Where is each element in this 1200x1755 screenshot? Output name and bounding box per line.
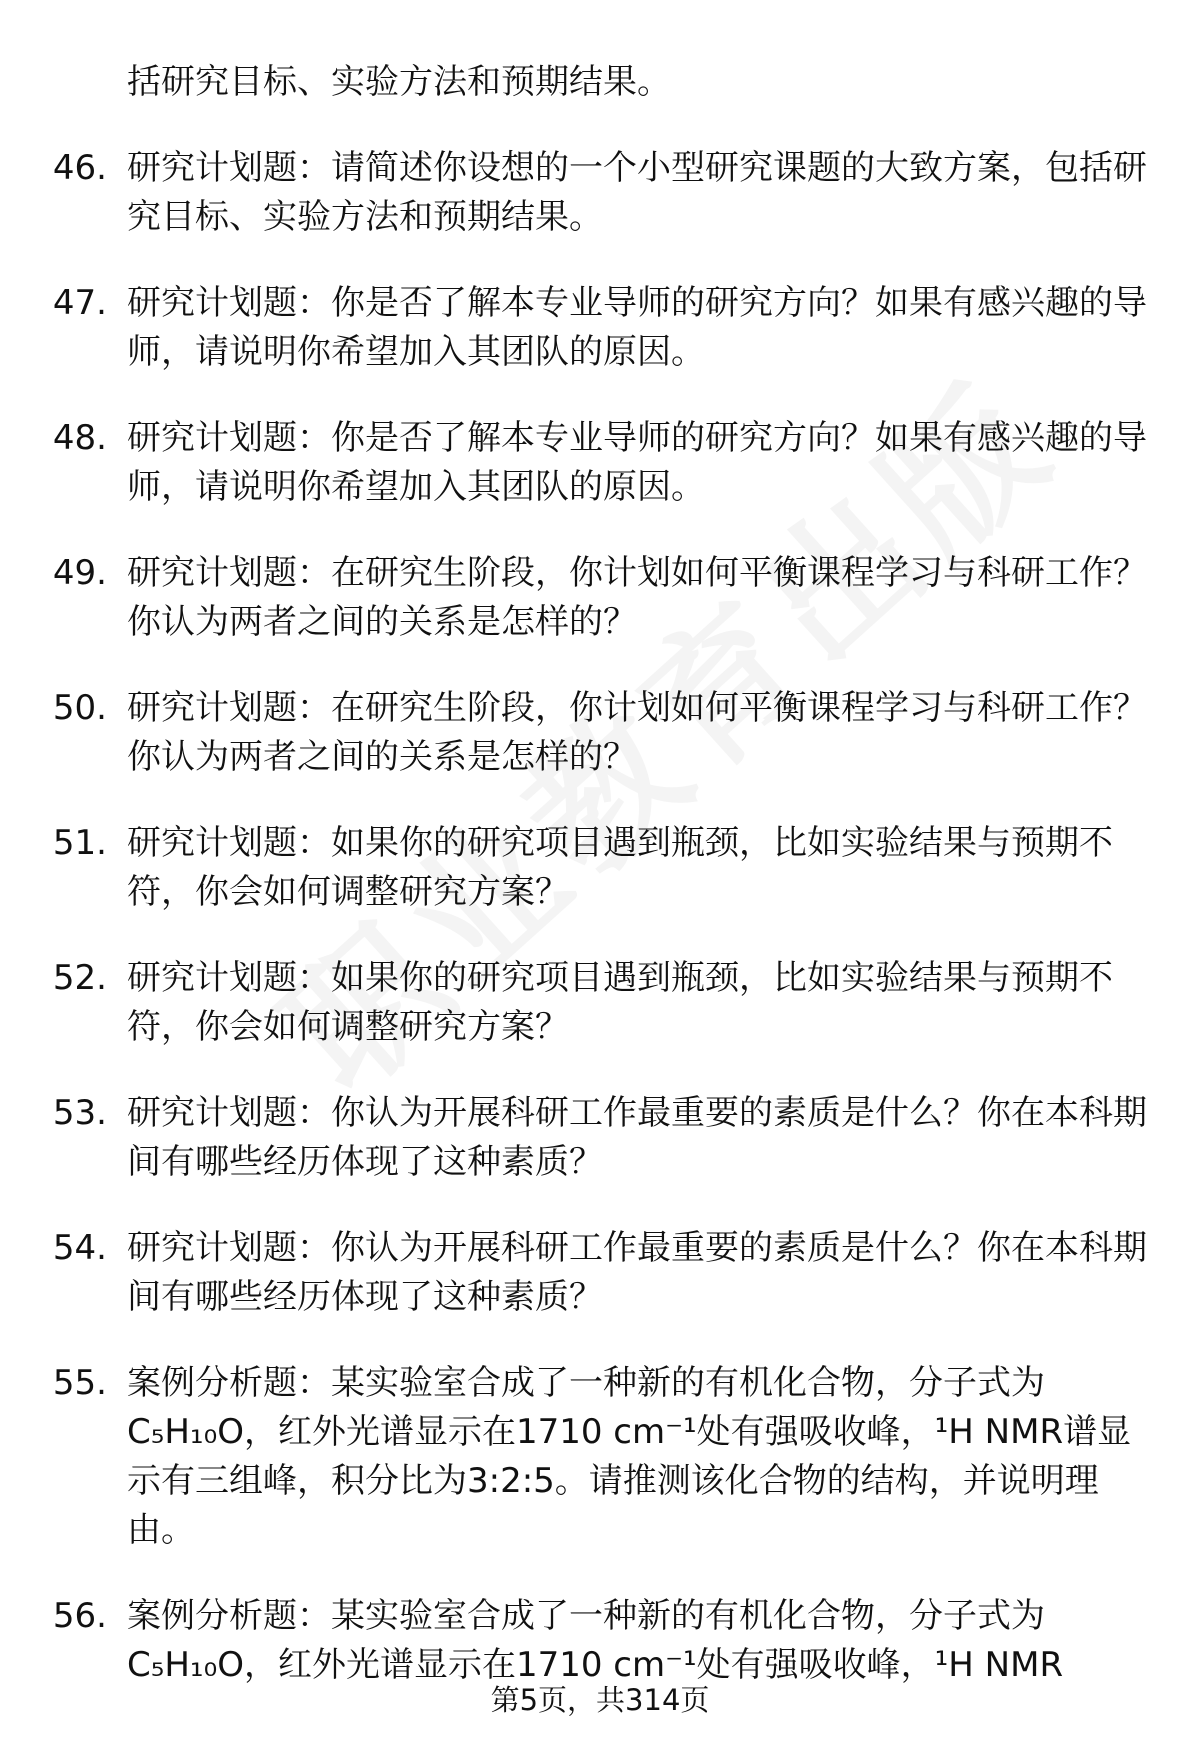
question-item (0, 1224, 1200, 1322)
question-number: 54. (52, 1228, 107, 1268)
question-text: 研究计划题：请简述你设想的一个小型研究课题的大致方案，包括研究目标、实验方法和预期结果。 (127, 148, 1147, 237)
question-text: 研究计划题：如果你的研究项目遇到瓶颈，比如实验结果与预期不符，你会如何调整研究方案？ (127, 823, 1113, 912)
question-text: 研究计划题：如果你的研究项目遇到瓶颈，比如实验结果与预期不符，你会如何调整研究方案？ (127, 958, 1113, 1047)
question-item (0, 1592, 1200, 1690)
question-item (0, 549, 1200, 647)
question-number: 47. (52, 283, 107, 323)
question-text: 案例分析题：某实验室合成了一种新的有机化合物，分子式为C₅H₁₀O，红外光谱显示在1710 cm⁻¹处有强吸收峰，¹H NMR (127, 1596, 1064, 1685)
question-text: 研究计划题：你认为开展科研工作最重要的素质是什么？你在本科期间有哪些经历体现了这种素质？ (127, 1093, 1147, 1182)
page-footer: 第5页，共314页 (490, 1683, 710, 1717)
question-number: 49. (52, 553, 107, 593)
question-item (0, 1359, 1200, 1555)
question-item (0, 1089, 1200, 1187)
question-text: 研究计划题：你是否了解本专业导师的研究方向？如果有感兴趣的导师，请说明你希望加入其团队的原因。 (127, 283, 1147, 372)
question-number: 55. (52, 1363, 107, 1403)
question-text: 研究计划题：在研究生阶段，你计划如何平衡课程学习与科研工作？你认为两者之间的关系是怎样的？ (127, 688, 1147, 777)
question-item (0, 684, 1200, 782)
question-number: 50. (52, 688, 107, 728)
question-item (0, 279, 1200, 377)
continuation-text: 括研究目标、实验方法和预期结果。 (127, 62, 671, 102)
question-text: 研究计划题：你是否了解本专业导师的研究方向？如果有感兴趣的导师，请说明你希望加入其团队的原因。 (127, 418, 1147, 507)
question-text: 研究计划题：在研究生阶段，你计划如何平衡课程学习与科研工作？你认为两者之间的关系是怎样的？ (127, 553, 1147, 642)
question-item (0, 144, 1200, 242)
question-item (0, 819, 1200, 917)
question-number: 51. (52, 823, 107, 863)
question-number: 53. (52, 1093, 107, 1133)
question-list (0, 58, 1200, 1690)
question-number: 46. (52, 148, 107, 188)
question-number: 52. (52, 958, 107, 998)
question-item (0, 414, 1200, 512)
question-item (0, 954, 1200, 1052)
question-text: 研究计划题：你认为开展科研工作最重要的素质是什么？你在本科期间有哪些经历体现了这种素质？ (127, 1228, 1147, 1317)
question-number: 56. (52, 1596, 107, 1636)
question-number: 48. (52, 418, 107, 458)
question-text: 案例分析题：某实验室合成了一种新的有机化合物，分子式为C₅H₁₀O，红外光谱显示在1710 cm⁻¹处有强吸收峰，¹H NMR谱显示有三组峰，积分比为3:2:5。请推测该化合物的结构，并说明理由。 (127, 1363, 1132, 1550)
